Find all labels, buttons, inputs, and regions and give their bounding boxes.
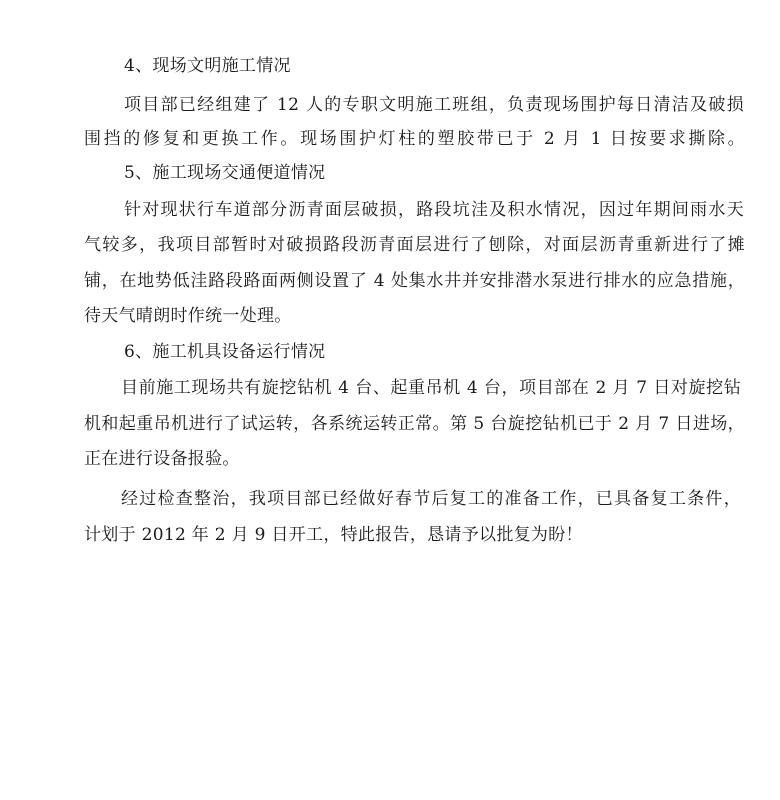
conclusion-line-1: 经过检查整治，我项目部已经做好春节后复工的准备工作，已具备复工条件， [121, 489, 741, 509]
section-4-heading: 4、现场文明施工情况 [124, 56, 291, 76]
section-5-line-2: 气较多，我项目部暂时对破损路段沥青面层进行了刨除，对面层沥青重新进行了摊 [84, 235, 745, 255]
section-6-line-2: 机和起重吊机进行了试运转，各系统运转正常。第 5 台旋挖钻机已于 2 月 7 日进场， [84, 414, 745, 434]
section-5-line-4: 待天气晴朗时作统一处理。 [84, 306, 292, 326]
section-5-line-1: 针对现状行车道部分沥青面层破损，路段坑洼及积水情况，因过年期间雨水天 [124, 200, 744, 220]
section-6-line-3: 正在进行设备报验。 [84, 449, 240, 469]
section-6-line-1: 目前施工现场共有旋挖钻机 4 台、起重吊机 4 台，项目部在 2 月 7 日对旋挖钻 [121, 378, 741, 398]
section-5-heading: 5、施工现场交通便道情况 [124, 163, 326, 183]
section-5-line-3: 铺，在地势低洼路段路面两侧设置了 4 处集水井并安排潜水泵进行排水的应急措施， [84, 271, 745, 291]
section-6-heading: 6、施工机具设备运行情况 [124, 342, 326, 362]
section-4-line-2: 围挡的修复和更换工作。现场围护灯柱的塑胶带已于 2 月 1 日按要求撕除。 [84, 129, 745, 149]
section-4-line-1: 项目部已经组建了 12 人的专职文明施工班组，负责现场围护每日清洁及破损 [124, 95, 744, 115]
conclusion-line-2: 计划于 2012 年 2 月 9 日开工，特此报告，恳请予以批复为盼！ [84, 525, 583, 545]
